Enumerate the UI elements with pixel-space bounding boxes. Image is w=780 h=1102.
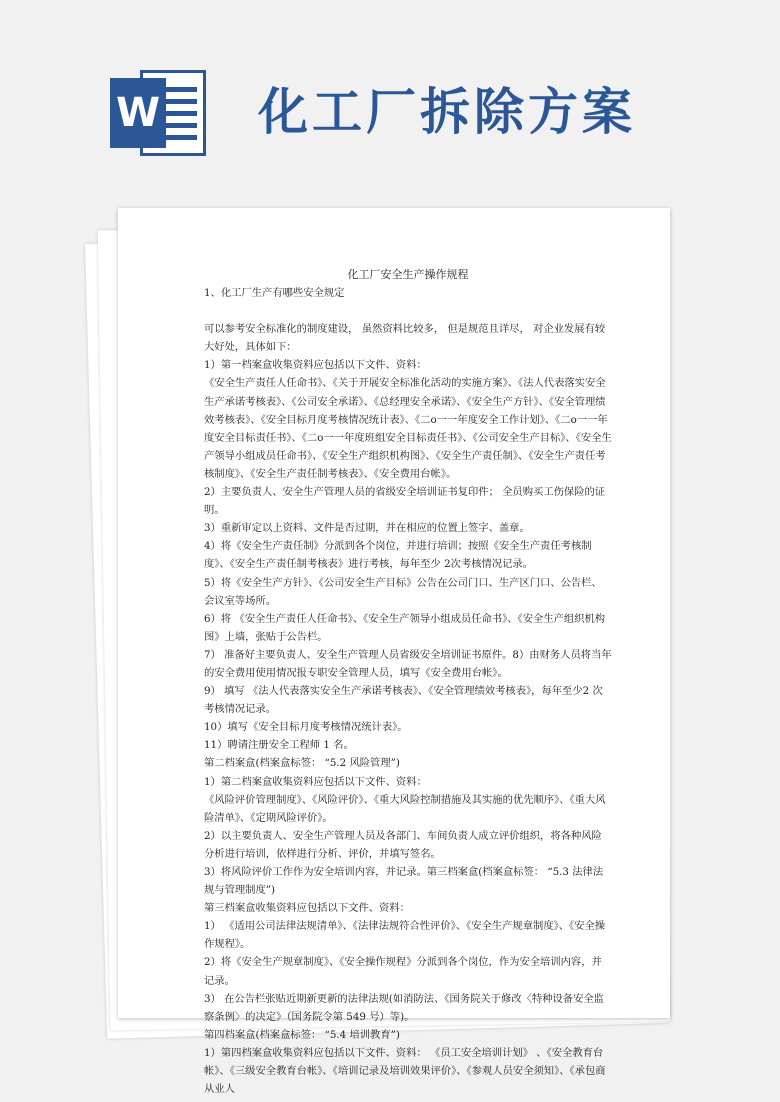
paragraph: 4）将《安全生产责任制》分派到各个岗位，并进行培训；按照《安全生产责任考核制度》、《安全生产责任制考核表》进行考核，每年至少 2次考核情况记录。 [204, 540, 592, 571]
paragraph: 2）以主要负责人、安全生产管理人员及各部门、车间负责人成立评价组织，将各种风险分析进行培训，依样进行分析、评价，并填写签名。 [204, 829, 602, 860]
paragraph: 1）第一档案盒收集资料应包括以下文件、资料： [204, 359, 427, 372]
paragraph: 第二档案盒(档案盒标签： “5.2 风险管理”) [204, 757, 400, 770]
word-document-icon [110, 70, 206, 156]
paragraph: 1）第四档案盒收集资料应包括以下文件、资料： 《员工安全培训计划》 、《安全教育台帐》、《三级安全教育台帐》、《培训记录及培训效果评价》、《参观人员安全须知》、《承包商从业人 [204, 1046, 606, 1096]
paragraph: 可以参考安全标准化的制度建设， 虽然资料比较多， 但是规范且详尽， 对企业发展有较大好处，具体如下： [204, 323, 606, 354]
paragraph: 2）将《安全生产规章制度》、《安全操作规程》分派到各个岗位，作为安全培训内容，并记录。 [204, 956, 602, 987]
paper-sheet-front [118, 208, 670, 1096]
banner-title: 化工厂拆除方案 [258, 83, 636, 141]
paragraph: 9） 填写 《法人代表落实安全生产承诺考核表》、《安全管理绩效考核表》，每年至少2 次考核情况记录。 [204, 685, 603, 716]
paragraph: 5）将《安全生产方针》、《公司安全生产目标》公告在公司门口、生产区门口、公告栏、会议室等场所。 [204, 576, 602, 607]
paragraph: 2）主要负责人、安全生产管理人员的省级安全培训证书复印件； 全员购买工伤保险的证明。 [204, 486, 606, 517]
document-body [204, 266, 612, 1098]
document-heading: 1、化工厂生产有哪些安全规定 [204, 287, 345, 300]
paragraph: 7） 准备好主要负责人、安全生产管理人员省级安全培训证书原件。8）由财务人员将当年的安全费用使用情况报专职安全管理人员，填写《安全费用台帐》。 [204, 648, 612, 679]
paragraph: 3）重新审定以上资料、文件是否过期，并在相应的位置上签字、盖章。 [204, 522, 530, 535]
paragraph: 《风险评价管理制度》、《风险评价》、《重大风险控制措施及其实施的优先顺序》、《重大风险清单》、《定期风险评价》。 [204, 793, 606, 824]
document-title: 化工厂安全生产操作规程 [347, 268, 469, 281]
paragraph: 6）将 《安全生产责任人任命书》、《安全生产领导小组成员任命书》、《安全生产组织机构图》上墙，张贴于公告栏。 [204, 612, 606, 643]
paragraph: 10）填写《安全目标月度考核情况统计表》。 [204, 721, 408, 734]
paragraph: 3）将风险评价工作作为安全培训内容，并记录。第三档案盒(档案盒标签： “5.3 法律法规与管理制度”) [204, 866, 604, 897]
paragraph: 1）第二档案盒收集资料应包括以下文件、资料： [204, 775, 427, 788]
paragraph: 3） 在公告栏张贴近期新更新的法律法规(如消防法、《国务院关于修改〈特种设备安全监察条例〉的决定》（国务院令第 549 号）等)。 [204, 992, 604, 1023]
paragraph: 11）聘请注册安全工程师 1 名。 [204, 739, 354, 752]
paragraph: 《安全生产责任人任命书》、《关于开展安全标准化活动的实施方案》、《法人代表落实安全生产承诺考核表》、《公司安全承诺》、《总经理安全承诺》、《安全生产方针》、《安全管理绩效考核表》、《安全目标月度考核情况统计表》、《二o一一年度安全工作计划》、《二o一一年度安全目标责任书》、《二o一一年度班组安全目标责任书》、《公司安全生产目标》、《安全生产领导小组成员任命书》、《安全生产组织机构图》、《安全生产责任制》、《安全生产责任考核制度》、《安全生产责任制考核表》、《安全费用台帐》。 [204, 377, 612, 480]
word-letter-badge: W [110, 78, 166, 148]
spacer [204, 302, 612, 320]
paragraph-list [204, 320, 612, 1098]
paragraph: 1） 《适用公司法律法规清单》、《法律法规符合性评价》、《安全生产规章制度》、《安全操作规程》。 [204, 920, 606, 951]
paragraph: 第三档案盒收集资料应包括以下文件、资料： [204, 902, 410, 915]
paragraph: 第四档案盒(档案盒标签： “5.4 培训教育”) [204, 1028, 400, 1041]
